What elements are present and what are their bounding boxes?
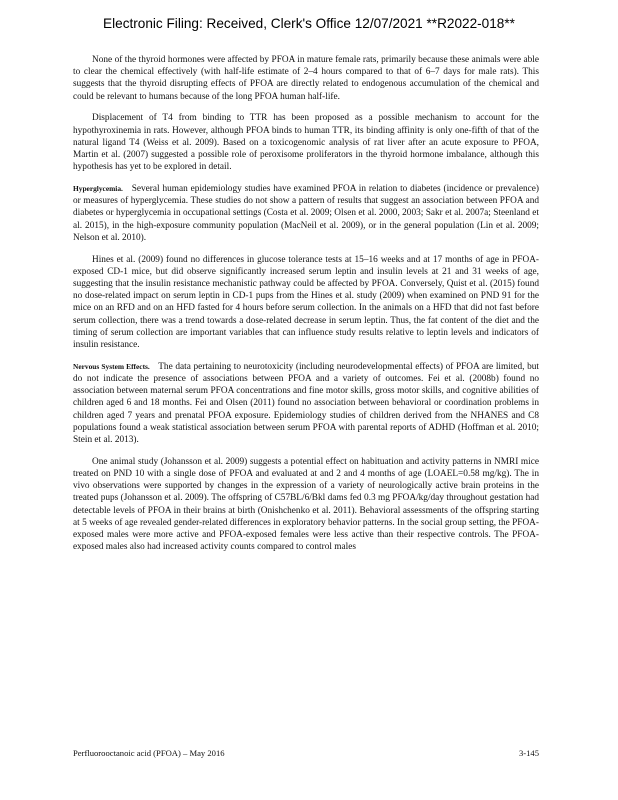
paragraph-nervous-system bbox=[73, 361, 539, 446]
paragraph-t4-displacement bbox=[73, 112, 539, 173]
paragraph-thyroid-female-rats bbox=[73, 54, 539, 103]
paragraph-text: The data pertaining to neurotoxicity (including neurodevelopmental effects) of PFOA are limited, but do not indicate the presence of associations between PFOA and a variety of outcomes. Fei et al. (2008b) found no association between maternal serum PFOA concentrations and fine motor skills, gross motor skills, and cognitive abilities of children aged 6 and 18 months. Fei and Olsen (2011) found no association between behavioral or coordination problems in children aged 7 years and prenatal PFOA exposure. Epidemiology studies of children derived from the NHANES and C8 populations found a weak statistical association between serum PFOA with parental reports of ADHD (Hoffman et al. 2010; Stein et al. 2013). bbox=[73, 361, 539, 446]
filing-header: Electronic Filing: Received, Clerk's Office 12/07/2021 **R2022-018** bbox=[103, 16, 515, 31]
page-number: 3-145 bbox=[518, 748, 539, 758]
paragraph-hyperglycemia bbox=[73, 183, 539, 244]
section-heading-nervous-system: Nervous System Effects. bbox=[73, 361, 150, 371]
document-body bbox=[73, 54, 539, 563]
paragraph-text: Several human epidemiology studies have examined PFOA in relation to diabetes (incidence or prevalence) or measures of hyperglycemia. These studies do not show a pattern of results that suggest an association between PFOA and diabetes or hyperglycemia in occupational settings (Costa et al. 2009; Olsen et al. 2000, 2003; Sakr et al. 2007a; Steenland et al. 2015), in the high-exposure community population (MacNeil et al. 2009), or in the general population (Lin et al. 2009; Nelson et al. 2010). bbox=[73, 184, 539, 243]
section-heading-hyperglycemia: Hyperglycemia. bbox=[73, 184, 123, 194]
paragraph-text: One animal study (Johansson et al. 2009) suggests a potential effect on habituation and activity patterns in NMRI mice treated on PND 10 with a single dose of PFOA and evaluated at and 2 and 4 months of age (LOAEL=0.58 mg/kg). The in vivo observations were supported by changes in the expression of a variety of neurologically active brain proteins in the treated pups (Johansson et al. 2009). The offspring of C57BL/6/Bkl dams fed 0.3 mg PFOA/kg/day throughout gestation had detectable levels of PFOA in their brains at birth (Onishchenko et al. 2011). Behavioral assessments of the offspring starting at 5 weeks of age revealed gender-related differences in exploratory behavior patterns. In the social group setting, the PFOA-exposed males were more active and PFOA-exposed females were less active than their respective controls. The PFOA-exposed males also had increased activity counts compared to control males bbox=[73, 456, 539, 553]
paragraph-text: None of the thyroid hormones were affected by PFOA in mature female rats, primarily because these animals were able to clear the chemical effectively (with half-life estimate of 2–4 hours compared to that of 6–7 days for male rats). This suggests that the thyroid disrupting effects of PFOA are directly related to endogenous accumulation of the chemical and could be relevant to humans because of the long PFOA human half-life. bbox=[73, 55, 539, 102]
paragraph-animal-study bbox=[73, 456, 539, 554]
paragraph-hines-study bbox=[73, 254, 539, 352]
paragraph-text: Displacement of T4 from binding to TTR has been proposed as a possible mechanism to account for the hypothyroxinemia in rats. However, although PFOA binds to human TTR, its binding affinity is only one-fifth of that of the natural ligand T4 (Weiss et al. 2009). Based on a toxicogenomic analysis of rat liver after an acute exposure to PFOA, Martin et al. (2007) suggested a possible role of peroxisome proliferators in the thyroid hormone imbalance, although this hypothesis has yet to be explored in detail. bbox=[73, 113, 539, 173]
paragraph-text: Hines et al. (2009) found no differences in glucose tolerance tests at 15–16 weeks and at 17 months of age in PFOA-exposed CD-1 mice, but did observe significantly increased serum leptin and insulin levels at 21 and 31 weeks of age, suggesting that the insulin resistance mechanistic pathway could be affected by PFOA. Conversely, Quist et al. (2015) found no dose-related impact on serum leptin in CD-1 pups from the Hines et al. study (2009) when examined on PND 91 for the mice on an RFD and on an HFD fasted for 4 hours before serum collection. In the animals on a HFD that did not fast before serum collection, there was a trend towards a dose-related decrease in serum leptin. Thus, the fat content of the diet and the timing of serum collection are important variables that can influence study results relative to leptin levels and indicators of insulin resistance. bbox=[73, 254, 539, 351]
footer-document-title: Perfluorooctanoic acid (PFOA) – May 2016 bbox=[73, 748, 225, 758]
